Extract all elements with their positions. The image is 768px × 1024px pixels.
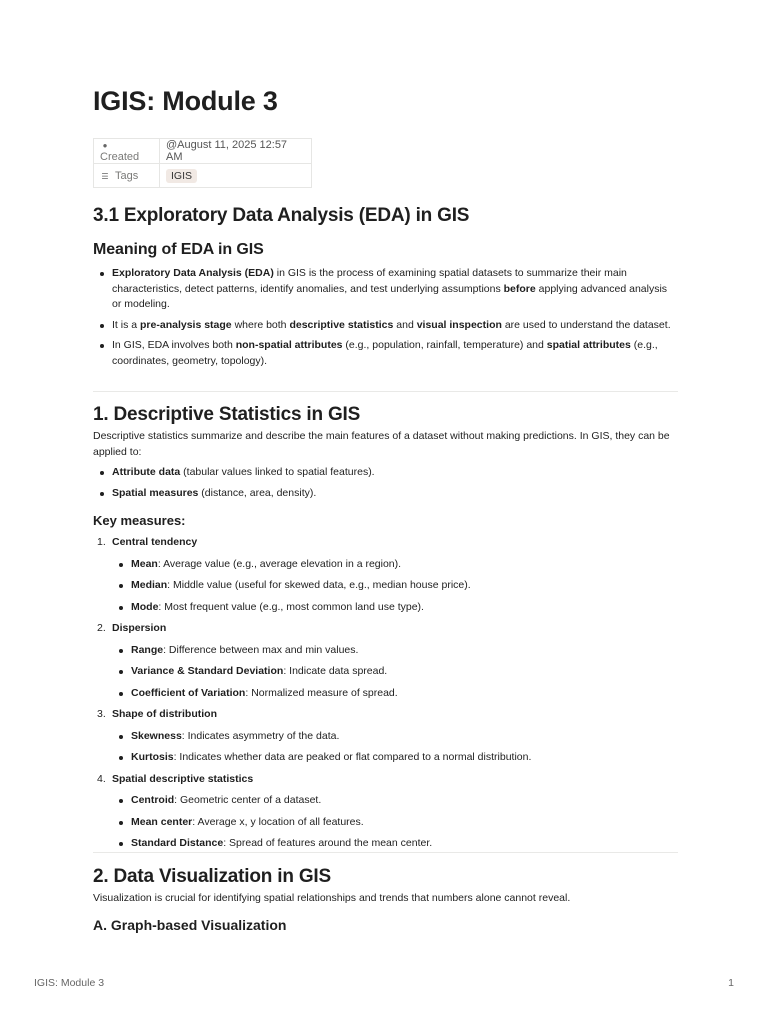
measure-items — [112, 729, 678, 766]
section-heading-descriptive-statistics: 1. Descriptive Statistics in GIS — [93, 404, 361, 425]
measure-group-title: Spatial descriptive statistics — [112, 772, 254, 785]
measure-items — [112, 557, 678, 616]
section-heading-visualization: 2. Data Visualization in GIS — [93, 866, 331, 887]
clock-icon: ● — [102, 141, 108, 150]
measure-group-title: Dispersion — [112, 622, 167, 634]
property-row-tags — [94, 164, 312, 188]
key-measures-list — [93, 535, 678, 858]
footer-page-number: 1 — [728, 977, 734, 989]
list-item: Exploratory Data Analysis (EDA) in GIS is the process of examining spatial datasets to summarize their main characteristics, detect patterns, identify anomalies, and test underlying assumptions before applying advanced analysis or modeling. — [112, 266, 678, 313]
measure-group — [97, 621, 678, 701]
list-item: Standard Distance: Spread of features around the mean center. — [131, 836, 678, 852]
list-item: In GIS, EDA involves both non-spatial attributes (e.g., population, rainfall, temperature) and spatial attributes (e.g., coordinates, geometry, topology). — [112, 338, 678, 369]
list-item: Kurtosis: Indicates whether data are peaked or flat compared to a normal distribution. — [131, 750, 678, 766]
list-item: Mode: Most frequent value (e.g., most common land use type). — [131, 600, 678, 616]
key-measures-heading: Key measures: — [93, 513, 186, 528]
section-heading-eda: 3.1 Exploratory Data Analysis (EDA) in GIS — [93, 205, 470, 226]
list-item: Skewness: Indicates asymmetry of the data. — [131, 729, 678, 745]
list-number: 4. — [97, 772, 106, 785]
list-item: Attribute data (tabular values linked to spatial features). — [112, 465, 678, 481]
list-number: 3. — [97, 708, 106, 720]
list-item: Variance & Standard Deviation: Indicate data spread. — [131, 664, 678, 680]
property-row-created — [94, 139, 312, 164]
applied-to-list — [93, 465, 678, 506]
created-label: Created — [100, 151, 140, 163]
list-item: Coefficient of Variation: Normalized measure of spread. — [131, 686, 678, 702]
subheading-graph-based: A. Graph-based Visualization — [93, 917, 287, 933]
measure-group — [97, 772, 678, 852]
measure-group — [97, 707, 678, 766]
measure-group — [97, 535, 678, 615]
list-icon: ☰ — [101, 171, 109, 181]
list-item: Mean center: Average x, y location of all features. — [131, 815, 678, 831]
properties-table — [93, 138, 312, 188]
measure-group-title: Central tendency — [112, 536, 198, 548]
descriptive-intro: Descriptive statistics summarize and describe the main features of a dataset without making predictions. In GIS, they can be applied to: — [93, 430, 670, 458]
list-number: 1. — [97, 536, 106, 548]
list-item: Mean: Average value (e.g., average elevation in a region). — [131, 557, 678, 573]
list-number: 2. — [97, 622, 106, 634]
tag-badge[interactable]: IGIS — [166, 169, 197, 183]
eda-bullet-list — [93, 266, 678, 374]
divider — [93, 391, 678, 392]
measure-items — [112, 793, 678, 852]
list-item: Range: Difference between max and min values. — [131, 643, 678, 659]
list-item: It is a pre-analysis stage where both descriptive statistics and visual inspection are used to understand the dataset. — [112, 318, 678, 334]
subheading-meaning: Meaning of EDA in GIS — [93, 241, 264, 258]
footer-doc-title: IGIS: Module 3 — [34, 977, 105, 989]
divider — [93, 852, 678, 853]
measure-group-title: Shape of distribution — [112, 708, 217, 720]
visualization-intro: Visualization is crucial for identifying spatial relationships and trends that numbers alone cannot reveal. — [93, 892, 571, 904]
tags-label: Tags — [115, 169, 139, 182]
list-item: Spatial measures (distance, area, density). — [112, 486, 678, 502]
list-item: Centroid: Geometric center of a dataset. — [131, 793, 678, 809]
page-title: IGIS: Module 3 — [93, 86, 278, 116]
list-item: Median: Middle value (useful for skewed data, e.g., median house price). — [131, 578, 678, 594]
measure-items — [112, 643, 678, 702]
created-value: @August 11, 2025 12:57 AM — [160, 139, 312, 164]
